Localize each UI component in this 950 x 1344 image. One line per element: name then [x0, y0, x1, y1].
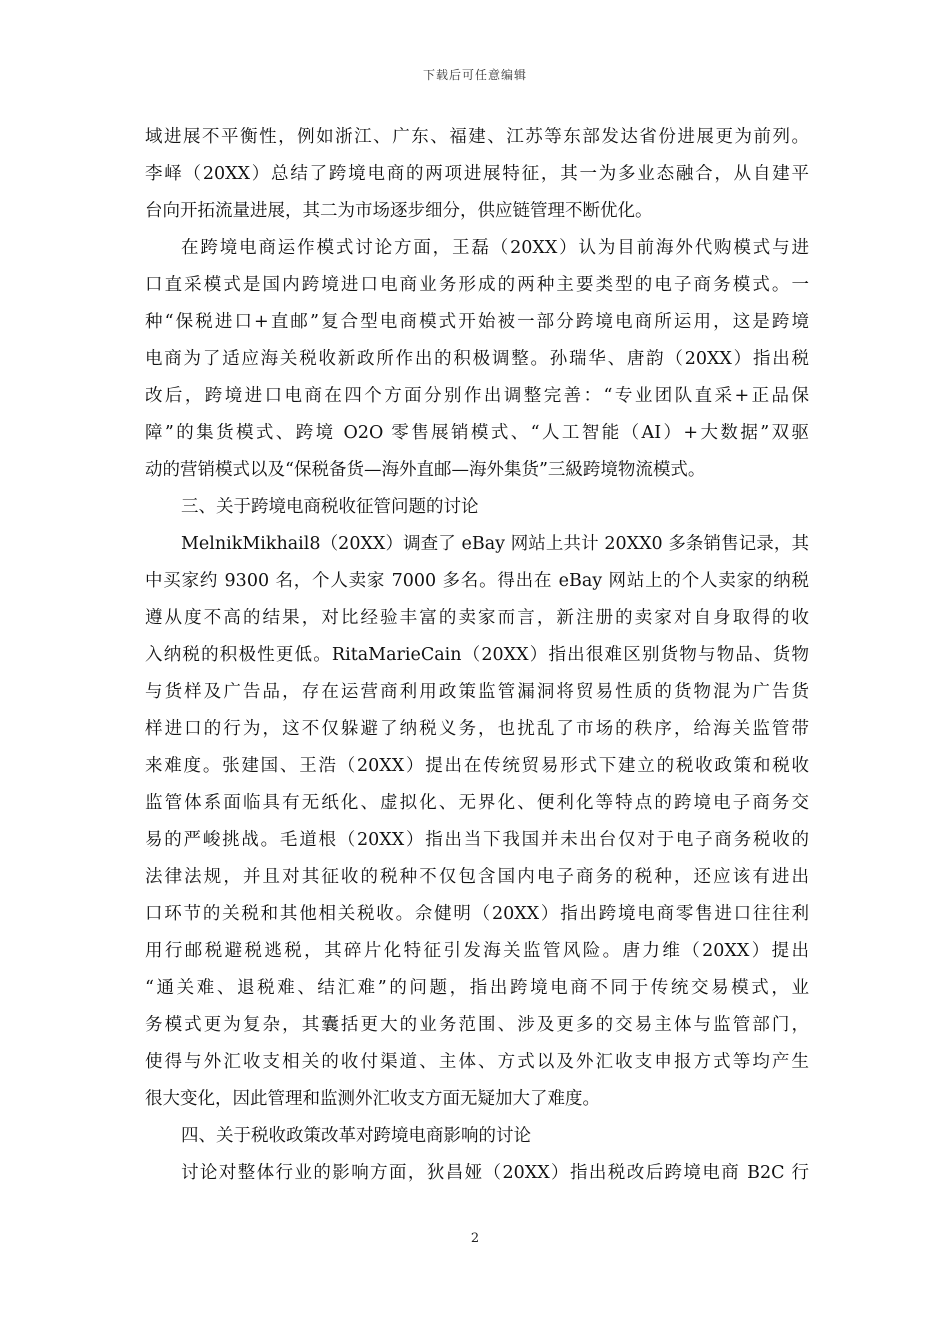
text-line: 易的严峻挑战。毛道根（20XX）指出当下我国并未出台仅对于电子商务税收的 [145, 830, 809, 850]
page-number: 2 [470, 1231, 480, 1246]
text-line: 域进展不平衡性，例如浙江、广东、福建、江苏等东部发达省份进展更为前列。 [145, 127, 809, 147]
text-line: 遵从度不高的结果，对比经验丰富的卖家而言，新注册的卖家对自身取得的收 [145, 608, 809, 628]
text-line: 改后，跨境进口电商在四个方面分别作出调整完善：“专业团队直采+正品保 [145, 386, 809, 406]
text-line: 口环节的关税和其他相关税收。佘健明（20XX）指出跨境电商零售进口往往利 [145, 904, 809, 924]
text-line: 李峄（20XX）总结了跨境电商的两项进展特征，其一为多业态融合，从自建平 [145, 164, 809, 184]
text-line: 入纳税的积极性更低。RitaMarieCain（20XX）指出很难区别货物与物品、货物 [145, 645, 809, 665]
section-heading: 四、关于税收政策改革对跨境电商影响的讨论 [181, 1126, 531, 1146]
text-line: 监管体系面临具有无纸化、虚拟化、无界化、便利化等特点的跨境电子商务交 [145, 793, 809, 813]
text-line: 种“保税进口+直邮”复合型电商模式开始被一部分跨境电商所运用，这是跨境 [145, 312, 809, 332]
text-line: 讨论对整体行业的影响方面，狄昌娅（20XX）指出税改后跨境电商 B2C 行 [181, 1163, 809, 1183]
section-heading: 三、关于跨境电商税收征管问题的讨论 [181, 497, 479, 517]
text-line: “通关难、退税难、结汇难”的问题，指出跨境电商不同于传统交易模式，业 [145, 978, 809, 998]
text-line: 来难度。张建国、王浩（20XX）提出在传统贸易形式下建立的税收政策和税收 [145, 756, 809, 776]
document-body [145, 119, 809, 1192]
text-line: 台向开拓流量进展，其二为市场逐步细分，供应链管理不断优化。 [145, 201, 653, 221]
text-line: 电商为了适应海关税收新政所作出的积极调整。孙瑞华、唐韵（20XX）指出税 [145, 349, 809, 369]
text-line: 使得与外汇收支相关的收付渠道、主体、方式以及外汇收支申报方式等均产生 [145, 1052, 809, 1072]
text-line: MelnikMikhail8（20XX）调查了 eBay 网站上共计 20XX0 多条销售记录，其 [181, 534, 809, 554]
text-line: 动的营销模式以及“保税备货—海外直邮—海外集货”三級跨境物流模式。 [145, 460, 706, 480]
text-line: 与货样及广告品，存在运营商利用政策监管漏洞将贸易性质的货物混为广告货 [145, 682, 809, 702]
text-line: 中买家约 9300 名，个人卖家 7000 多名。得出在 eBay 网站上的个人卖家的纳税 [145, 571, 809, 591]
text-line: 用行邮税避税逃税，其碎片化特征引发海关监管风险。唐力维（20XX）提出 [145, 941, 809, 961]
text-line: 障”的集货模式、跨境 O2O 零售展销模式、“人工智能（AI）+大数据”双驱 [145, 423, 809, 443]
text-line: 务模式更为复杂，其囊括更大的业务范围、涉及更多的交易主体与监管部门， [145, 1015, 809, 1035]
text-line: 口直采模式是国内跨境进口电商业务形成的两种主要类型的电子商务模式。一 [145, 275, 809, 295]
text-line: 很大变化，因此管理和监测外汇收支方面无疑加大了难度。 [145, 1089, 600, 1109]
text-line: 法律法规，并且对其征收的税种不仅包含国内电子商务的税种，还应该有进出 [145, 867, 809, 887]
text-line: 样进口的行为，这不仅躲避了纳税义务，也扰乱了市场的秩序，给海关监管带 [145, 719, 809, 739]
text-line: 在跨境电商运作模式讨论方面，王磊（20XX）认为目前海外代购模式与进 [181, 238, 809, 258]
page-header: 下载后可任意编辑 [422, 68, 527, 82]
